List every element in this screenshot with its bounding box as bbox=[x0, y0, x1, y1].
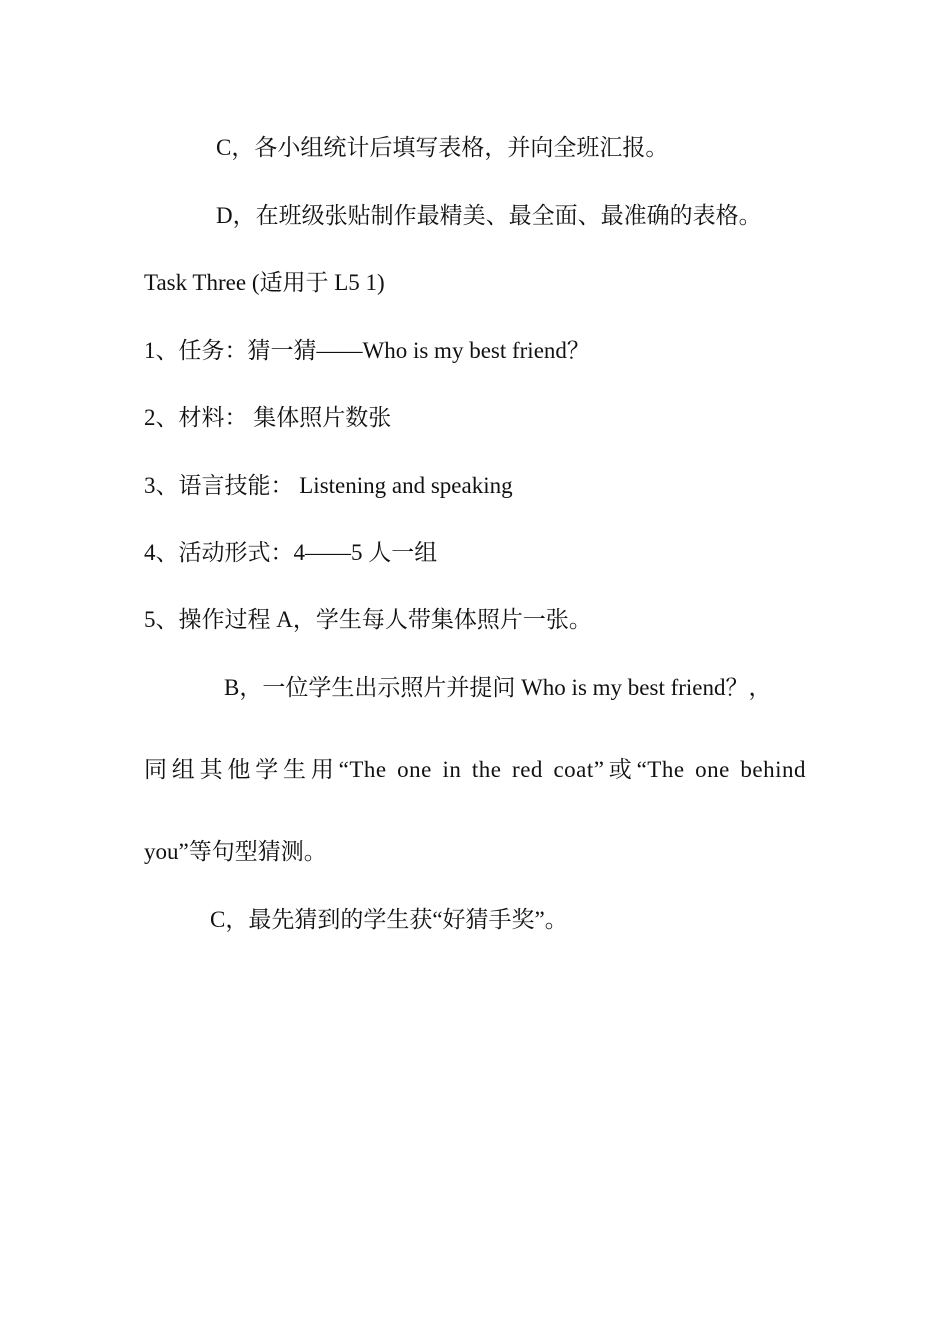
step-c-award-line: C，最先猜到的学生获“好猜手奖”。 bbox=[210, 907, 568, 932]
task-three-heading: Task Three (适用于 L5 1) bbox=[144, 270, 385, 295]
task-item-5: 5、操作过程 A，学生每人带集体照片一张。 bbox=[144, 607, 592, 632]
step-b-continuation: 同组其他学生用“The one in the red coat”或“The one behind bbox=[144, 757, 806, 782]
task-item-3: 3、语言技能： Listening and speaking bbox=[144, 473, 513, 498]
step-d-display-line: D，在班级张贴制作最精美、最全面、最准确的表格。 bbox=[216, 203, 762, 228]
step-c-report-line: C，各小组统计后填写表格，并向全班汇报。 bbox=[216, 135, 669, 160]
step-b-continuation-end: you”等句型猜测。 bbox=[144, 839, 327, 864]
task-item-1: 1、任务：猜一猜——Who is my best friend？ bbox=[144, 338, 590, 363]
step-b-line: B，一位学生出示照片并提问 Who is my best friend？， bbox=[224, 675, 772, 700]
task-item-2: 2、材料： 集体照片数张 bbox=[144, 405, 392, 430]
task-item-4: 4、活动形式：4——5 人一组 bbox=[144, 540, 438, 565]
